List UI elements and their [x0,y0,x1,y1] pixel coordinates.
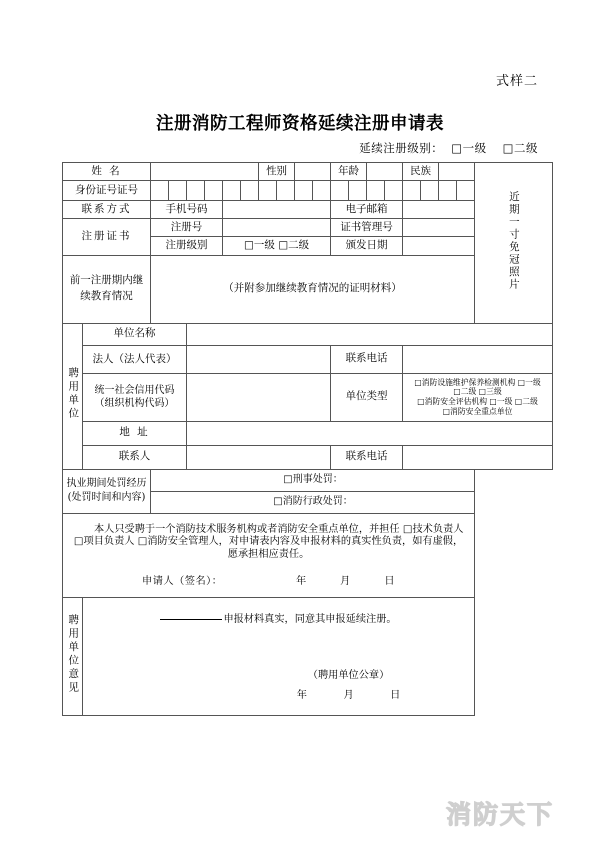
photo-placeholder-label: 近期一寸免冠照片 [507,190,520,291]
mobile-label: 手机号码 [151,201,223,219]
issue-date-label: 颁发日期 [331,237,403,255]
table-row-address [63,421,553,445]
id-digit-cell[interactable] [349,181,367,201]
declaration-cell [63,513,475,597]
credit-code-label: 统一社会信用代码（组织机构代码） [83,373,187,421]
id-digit-cell[interactable] [385,181,403,201]
gender-label: 性别 [259,163,295,181]
table-row-contact-person [63,445,553,469]
ethnicity-label: 民族 [403,163,439,181]
administrative-penalty-field[interactable]: □消防行政处罚： [151,491,475,513]
mobile-value[interactable] [223,201,331,219]
age-label: 年龄 [331,163,367,181]
penalty-history-label-line1: 执业期间处罚经历 [66,477,147,489]
id-digit-cell[interactable] [367,181,385,201]
page-title: 注册消防工程师资格延续注册申请表 [156,114,444,134]
employer-stamp-label: （聘用单位公章） [307,670,390,682]
penalty-history-label-line2: (处罚时间和内容) [67,492,146,503]
level-option-grade1-checkbox[interactable]: □一级 [451,141,487,155]
contact-phone-label: 联系电话 [331,445,403,469]
unit-type-option-2[interactable]: □二级 □三级 [453,387,502,397]
continuing-education-label: 前一注册期内继续教育情况 [63,255,151,323]
unit-type-option-4[interactable]: □消防安全重点单位 [442,406,513,416]
registration-level-line [359,140,538,156]
declaration-text[interactable]: 本人只受聘于一个消防技术服务机构或者消防安全重点单位，并担任 □技术负责人 □项目负责人 □消防安全管理人，对申请表内容及申报材料的真实性负责，如有虚假，愿承担相应责任。 [73,523,464,560]
table-row-criminal-penalty [63,469,553,491]
employer-stamp-block [97,666,460,705]
employer-opinion-text-line[interactable] [97,614,460,627]
id-digit-cell[interactable] [205,181,223,201]
unit-type-label: 单位类型 [331,373,403,421]
table-row-legal-person [63,345,553,373]
id-digit-cell[interactable] [241,181,259,201]
id-digit-cell[interactable] [421,181,439,201]
registration-no-label: 注册号 [151,219,223,237]
issue-date-value[interactable] [403,237,475,255]
employer-opinion-day: 日 [390,689,401,701]
id-digit-cell[interactable] [331,181,349,201]
registration-level-label: 延续注册级别： [359,141,444,155]
age-value[interactable] [367,163,403,181]
declaration-month: 月 [340,575,351,587]
declaration-year: 年 [295,575,307,587]
unit-type-option-3[interactable]: □消防安全评估机构 □一级 □二级 [417,397,538,406]
applicant-signature-line [73,576,464,589]
unit-type-options[interactable] [403,373,553,421]
contact-phone-value[interactable] [403,445,553,469]
penalty-history-label [63,469,151,513]
name-value[interactable] [151,163,259,181]
employer-opinion-month: 月 [343,689,354,701]
employer-side-label-cell [63,323,83,469]
registration-level-label: 注册级别 [151,237,223,255]
legal-person-label: 法人（法人代表） [83,345,187,373]
id-digit-cell[interactable] [223,181,241,201]
level-option-grade2-checkbox[interactable]: □二级 [502,141,538,155]
id-number-label: 身份证号证号 [63,181,151,201]
employer-side-label: 聘用单位 [67,366,80,421]
contact-person-value[interactable] [187,445,331,469]
criminal-penalty-field[interactable]: □刑事处罚： [151,469,475,491]
table-row-unit-name [63,323,553,345]
photo-placeholder [475,163,553,324]
id-digit-cell[interactable] [439,181,457,201]
contact-person-label: 联系人 [83,445,187,469]
employer-opinion-blank[interactable] [160,619,222,620]
contact-method-label: 联系方式 [63,201,151,219]
certificate-mgmt-no-value[interactable] [403,219,475,237]
id-digit-cell[interactable] [151,181,169,201]
address-value[interactable] [187,421,553,445]
gender-value[interactable] [295,163,331,181]
employer-opinion-cell [83,597,475,716]
employer-opinion-side-label-cell [63,597,83,716]
watermark: 消防天下 [446,800,555,829]
id-digit-cell[interactable] [313,181,331,201]
id-digit-cell[interactable] [259,181,277,201]
employer-opinion-side-label: 聘用单位意见 [67,613,80,695]
registration-no-value[interactable] [223,219,331,237]
declaration-day: 日 [384,575,396,587]
application-form-table [62,162,553,716]
id-digit-cell[interactable] [169,181,187,201]
legal-person-value[interactable] [187,345,331,373]
id-digit-cell[interactable] [403,181,421,201]
legal-phone-value[interactable] [403,345,553,373]
address-label: 地 址 [83,421,187,445]
applicant-signature-label[interactable]: 申请人（签名）： [142,575,223,587]
employer-opinion-year: 年 [296,689,307,701]
id-digit-cell[interactable] [295,181,313,201]
credit-code-value[interactable] [187,373,331,421]
email-label: 电子邮箱 [331,201,403,219]
name-label: 姓 名 [63,163,151,181]
ethnicity-value[interactable] [439,163,475,181]
unit-name-label: 单位名称 [83,323,187,345]
id-digit-cell[interactable] [187,181,205,201]
employer-opinion-text: 申报材料真实，同意其申报延续注册。 [223,613,397,625]
table-row-name [63,163,553,181]
table-row-credit-code [63,373,553,421]
registration-level-options[interactable]: □一级 □二级 [223,237,331,255]
continuing-education-note[interactable]: （并附参加继续教育情况的证明材料） [151,255,475,323]
id-digit-cell[interactable] [277,181,295,201]
email-value[interactable] [403,201,475,219]
id-digit-cell[interactable] [457,181,475,201]
certificate-label: 注册证书 [63,219,151,255]
form-code: 式样二 [495,74,538,89]
legal-phone-label: 联系电话 [331,345,403,373]
table-row-declaration [63,513,553,597]
table-row-employer-opinion [63,597,553,716]
unit-type-option-1[interactable]: □消防设施维护保养检测机构 □一级 [414,377,541,387]
unit-name-value[interactable] [187,323,553,345]
employer-opinion-date [237,686,460,705]
certificate-mgmt-no-label: 证书管理号 [331,219,403,237]
